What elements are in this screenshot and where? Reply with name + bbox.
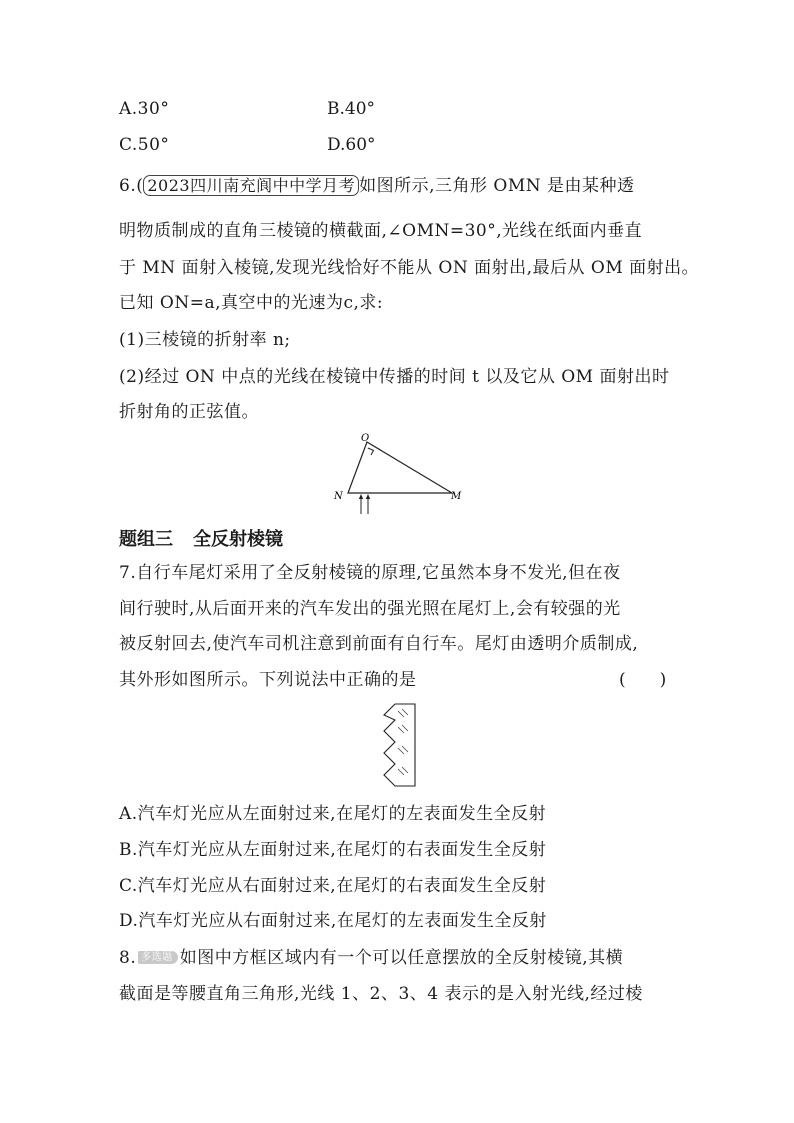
q6-line-1	[119, 175, 635, 197]
q8-line1-text: 如图中方框区域内有一个可以任意摆放的全反射棱镜,其横	[179, 948, 624, 968]
label-n: N	[334, 491, 343, 502]
q5-option-c: C.50°	[119, 135, 170, 155]
q7-taillight-figure	[378, 700, 422, 790]
label-m: M	[451, 491, 462, 502]
q7-option-a: A.汽车灯光应从左面射过来,在尾灯的左表面发生全反射	[119, 804, 547, 824]
q6-prism-figure	[325, 428, 475, 520]
q7-option-b: B.汽车灯光应从左面射过来,在尾灯的右表面发生全反射	[119, 840, 547, 860]
q7-line-3: 被反射回去,使汽车司机注意到前面有自行车。尾灯由透明介质制成,	[119, 634, 639, 654]
q6-source-badge: 2023四川南充阆中中学月考	[143, 175, 359, 196]
q8-line-2: 截面是等腰直角三角形,光线 1、2、3、4 表示的是入射光线,经过棱	[119, 984, 643, 1004]
q6-part-2-line-1: (2)经过 ON 中点的光线在棱镜中传播的时间 t 以及它从 OM 面射出时	[119, 367, 670, 387]
q6-line-4: 已知 ON=a,真空中的光速为c,求:	[119, 293, 384, 313]
q5-option-b: B.40°	[327, 99, 376, 119]
q8-line-1	[119, 947, 623, 969]
q6-line1-text: 如图所示,三角形 OMN 是由某种透	[359, 176, 635, 196]
section-heading	[119, 525, 283, 551]
q7-line-2: 间行驶时,从后面开来的汽车发出的强光照在尾灯上,会有较强的光	[119, 599, 621, 619]
q7-line-4: 其外形如图所示。下列说法中正确的是	[119, 670, 417, 690]
q7-option-c: C.汽车灯光应从右面射过来,在尾灯的右表面发生全反射	[119, 876, 547, 896]
section-title: 题组三	[119, 529, 173, 550]
q7-line-1: 7.自行车尾灯采用了全反射棱镜的原理,它虽然本身不发光,但在夜	[119, 563, 621, 583]
q7-option-d: D.汽车灯光应从右面射过来,在尾灯的左表面发生全反射	[119, 911, 547, 931]
q6-line-3: 于 MN 面射入棱镜,发现光线恰好不能从 ON 面射出,最后从 OM 面射出。	[119, 258, 700, 278]
q5-option-d: D.60°	[327, 135, 376, 155]
q8-number: 8.	[119, 948, 137, 968]
label-o: O	[361, 433, 370, 444]
section-subtitle: 全反射棱镜	[193, 529, 283, 550]
multi-choice-tag: 多选题	[138, 951, 178, 964]
q5-option-a: A.30°	[119, 99, 170, 119]
q6-line-2: 明物质制成的直角三棱镜的横截面,∠OMN=30°,光线在纸面内垂直	[119, 221, 643, 241]
q7-answer-blank: ( )	[619, 670, 667, 690]
q6-part-1: (1)三棱镜的折射率 n;	[119, 330, 291, 350]
q6-number: 6.(	[119, 176, 144, 196]
q6-part-2-line-2: 折射角的正弦值。	[119, 402, 259, 422]
